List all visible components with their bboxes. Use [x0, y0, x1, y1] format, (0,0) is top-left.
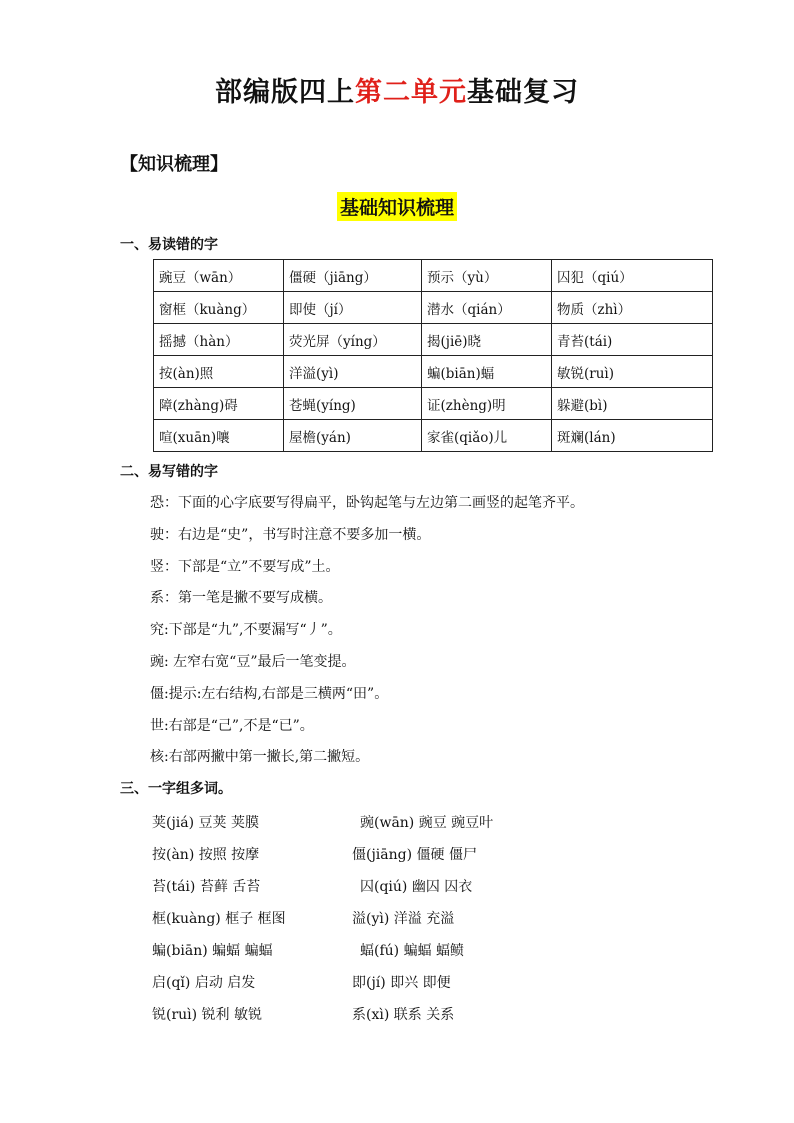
table-row	[154, 324, 713, 356]
table-cell: 蝙(biān)蝠	[422, 356, 552, 388]
word-group-right: 溢(yì) 洋溢 充溢	[352, 911, 455, 927]
note-line: 驶：右边是“史”，书写时注意不要多加一横。	[150, 526, 431, 543]
word-group-row	[152, 908, 455, 928]
word-group-left: 锐(ruì) 锐利 敏锐	[152, 1007, 263, 1023]
table-cell: 按(àn)照	[154, 356, 284, 388]
table-cell: 揭(jiē)晓	[422, 324, 552, 356]
word-group-left: 启(qǐ) 启动 启发	[152, 975, 256, 991]
table-row	[154, 356, 713, 388]
word-group-right: 蝠(fú) 蝙蝠 蝠鲼	[360, 943, 465, 959]
heading-misread-chars: 一、易读错的字	[120, 237, 218, 253]
table-cell: 洋溢(yì)	[284, 356, 422, 388]
word-group-right: 系(xì) 联系 关系	[352, 1007, 455, 1023]
table-cell: 即使（jí）	[284, 292, 422, 324]
note-line: 僵:提示:左右结构,右部是三横两“田”。	[150, 685, 389, 702]
word-group-left: 蝙(biān) 蝙蝠 蝙蝠	[152, 943, 273, 959]
word-group-left: 荚(jiá) 豆荚 荚膜	[152, 815, 259, 831]
word-group-right: 即(jí) 即兴 即便	[352, 975, 451, 991]
table-cell: 斑斓(lán)	[552, 420, 713, 452]
table-row	[154, 388, 713, 420]
table-cell: 躲避(bì)	[552, 388, 713, 420]
note-line: 竖：下部是“立”不要写成”土。	[150, 558, 340, 575]
table-cell: 物质（zhì）	[552, 292, 713, 324]
title-part-2: 第二单元	[355, 77, 467, 108]
table-cell: 家雀(qiǎo)儿	[422, 420, 552, 452]
subtitle-wrap	[0, 192, 794, 221]
word-group-right: 豌(wān) 豌豆 豌豆叶	[360, 815, 494, 831]
subtitle-highlight: 基础知识梳理	[337, 192, 457, 221]
heading-miswritten-chars: 二、易写错的字	[120, 464, 218, 480]
title-part-3: 基础复习	[467, 77, 579, 108]
title-part-1: 部编版四上	[215, 77, 355, 108]
table-cell: 荧光屏（yíng）	[284, 324, 422, 356]
table-cell: 潜水（qián）	[422, 292, 552, 324]
table-cell: 窗框（kuàng）	[154, 292, 284, 324]
note-line: 核:右部两撇中第一撇长,第二撇短。	[150, 749, 370, 766]
note-line: 豌: 左窄右宽“豆”最后一笔变提。	[150, 654, 356, 670]
table-cell: 囚犯（qiú）	[552, 260, 713, 292]
table-row	[154, 420, 713, 452]
word-group-row	[152, 972, 451, 992]
table-cell: 喧(xuān)嚷	[154, 420, 284, 452]
table-cell: 障(zhàng)碍	[154, 388, 284, 420]
table-cell: 预示（yù）	[422, 260, 552, 292]
section-tag: 【知识梳理】	[120, 154, 228, 175]
table-cell: 摇撼（hàn）	[154, 324, 284, 356]
word-group-row	[152, 1004, 455, 1024]
word-group-right: 僵(jiāng) 僵硬 僵尸	[352, 847, 477, 863]
note-line: 恐：下面的心字底要写得扁平，卧钩起笔与左边第二画竖的起笔齐平。	[150, 495, 584, 511]
table-cell: 敏锐(ruì)	[552, 356, 713, 388]
heading-word-groups: 三、一字组多词。	[120, 781, 232, 797]
word-group-left: 苔(tái) 苔藓 舌苔	[152, 879, 261, 895]
table-cell: 屋檐(yán)	[284, 420, 422, 452]
misread-chars-table	[153, 259, 713, 452]
word-group-row	[152, 940, 465, 960]
table-cell: 苍蝇(yíng)	[284, 388, 422, 420]
note-line: 系：第一笔是撇不要写成横。	[150, 590, 332, 607]
table-cell: 证(zhèng)明	[422, 388, 552, 420]
page-title	[0, 70, 794, 109]
note-line: 究:下部是“九”,不要漏写“丿”。	[150, 622, 342, 639]
table-cell: 豌豆（wān）	[154, 260, 284, 292]
table-cell: 青苔(tái)	[552, 324, 713, 356]
word-group-left: 按(àn) 按照 按摩	[152, 847, 260, 863]
word-group-row	[152, 812, 494, 832]
word-group-left: 框(kuàng) 框子 框图	[152, 911, 286, 927]
note-line: 世:右部是“己”,不是“已”。	[150, 717, 314, 734]
word-group-row	[152, 844, 477, 864]
word-group-row	[152, 876, 473, 896]
table-row	[154, 292, 713, 324]
table-row	[154, 260, 713, 292]
word-group-right: 囚(qiú) 幽囚 囚衣	[360, 879, 473, 895]
table-cell: 僵硬（jiāng）	[284, 260, 422, 292]
